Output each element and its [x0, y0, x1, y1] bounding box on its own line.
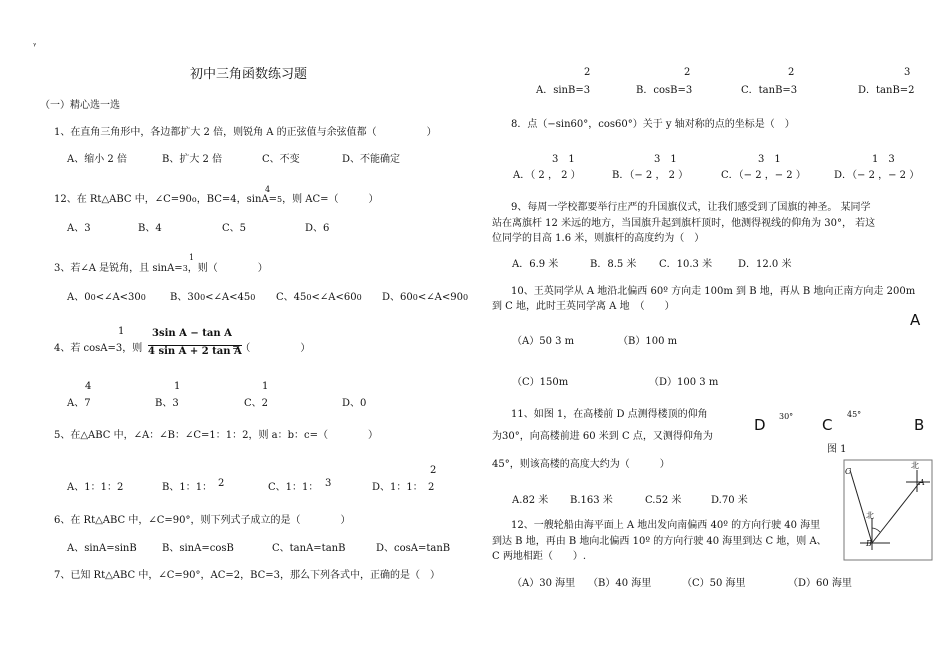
question-12-line-2: 到达 B 地，再由 B 地向北偏西 10º 的方向行驶 40 海里到达 C 地，则 A、 [492, 536, 827, 547]
q12-option-c: C、5 [222, 223, 247, 234]
question-11-line-1: 11、如图 1，在高楼前 D 点测得楼顶的仰角 [511, 409, 708, 420]
question-3: 3、若∠A 是锐角，且 sinA=3，则（ ） [54, 263, 268, 274]
q5-option-d-den: 2 [428, 482, 435, 493]
q3-option-d: D、600<∠A<900 [382, 292, 469, 303]
q7-c-num: 2 [788, 67, 795, 78]
question-9-line-1: 9、每周一学校都要举行庄严的升国旗仪式，让我们感受到了国旗的神圣。 某同学 [511, 202, 871, 213]
q11-option-d: D.70 米 [711, 495, 748, 506]
section-heading: （一）精心选一选 [40, 100, 120, 111]
q5-option-d: D、1：1： [372, 482, 423, 493]
q5-option-b: B、1：1： [162, 482, 213, 493]
q4-expression-denominator: 4 sin A + 2 tan A [148, 346, 242, 357]
q5-d-top: 2 [430, 465, 437, 476]
question-1: 1、在直角三角形中，各边都扩大 2 倍，则锐角 A 的正弦值与余弦值都（ ） [54, 127, 437, 138]
q8-b-nums: 3 1 [654, 154, 677, 165]
fig1-angle-45: 45° [847, 410, 862, 419]
navigation-diagram [842, 458, 934, 562]
q3-fraction-num: 1 [189, 253, 195, 262]
q8-option-d: D．（− 2 ，− 2 ） [834, 170, 920, 181]
q8-option-b: B．（− 2 ， 2 ） [612, 170, 689, 181]
question-11-line-3: 45°，则该高楼的高度大约为（ ） [492, 459, 670, 470]
q3-option-b: B、300<∠A<450 [170, 292, 256, 303]
question-7: 7、已知 Rt△ABC 中，∠C=90°，AC=2，BC=3，那么下列各式中，正确的是（ ） [54, 570, 441, 581]
q4-tail: =（ ） [232, 343, 311, 354]
q6-option-b: B、sinA=cosB [162, 543, 234, 554]
q5-option-a: A、1：1：2 [67, 482, 124, 493]
q3-option-a: A、00<∠A<300 [67, 292, 146, 303]
q8-d-nums: 1 3 [872, 154, 895, 165]
q1-option-c: C、不变 [262, 154, 300, 165]
q12-option-d: D、6 [305, 223, 330, 234]
q9-option-b: B．8.5 米 [590, 259, 637, 270]
q1-option-b: B、扩大 2 倍 [162, 154, 223, 165]
page-mark: ᵞ [33, 41, 37, 50]
fig2-north-a: 北 [911, 461, 919, 470]
q9-option-c: C．10.3 米 [659, 259, 713, 270]
q5-option-b-root: 2 [218, 478, 225, 489]
q7-option-c: C．tanB=3 [741, 85, 798, 96]
q7-b-num: 2 [684, 67, 691, 78]
q10-option-d: （D）100 3 m [649, 377, 719, 388]
fig1-label-c: C [822, 416, 833, 434]
q12-option-a: （A）30 海里 [512, 578, 576, 589]
q4-option-c: C、2 [244, 398, 269, 409]
fig2-label-b: B [866, 539, 872, 548]
question-12: 12、在 Rt△ABC 中，∠C=90o，BC=4，sinA=5，则 AC=（ ） [54, 194, 379, 205]
fig2-label-a: A [919, 478, 925, 487]
q12-option-a: A、3 [67, 223, 91, 234]
question-10-line-2: 到 C 地，此时王英同学离 A 地 （ ） [492, 301, 675, 312]
q3-option-c: C、450<∠A<600 [276, 292, 362, 303]
q7-option-a: A．sinB=3 [536, 85, 591, 96]
page-title: 初中三角函数练习题 [190, 67, 308, 82]
q8-option-c: C．（− 2 ，− 2 ） [721, 170, 806, 181]
q12-fraction-num: 4 [265, 185, 271, 194]
fig1-angle-30: 30° [779, 412, 794, 421]
q5-option-c: C、1：1： [268, 482, 319, 493]
q4-c-num: 1 [262, 381, 269, 392]
q8-c-nums: 3 1 [758, 154, 781, 165]
path-b-to-a [872, 482, 920, 543]
q9-option-d: D．12.0 米 [738, 259, 792, 270]
question-4: 4、若 cosA=3，则 [54, 343, 143, 354]
q5-option-c-root: 3 [325, 478, 332, 489]
q4-a-num: 4 [85, 381, 92, 392]
q9-option-a: A．6.9 米 [512, 259, 559, 270]
q12-option-c: （C）50 海里 [682, 578, 746, 589]
question-5: 5、在△ABC 中，∠A：∠B：∠C=1：1：2，则 a：b：c=（ ） [54, 430, 378, 441]
fig1-label-b: B [914, 416, 925, 434]
fig1-label-d: D [754, 416, 766, 434]
q4-option-b: B、3 [155, 398, 179, 409]
q4-expression-numerator: 3sin A − tan A [152, 328, 232, 339]
question-11-line-2: 为30°，向高楼前进 60 米到 C 点，又测得仰角为 [492, 431, 713, 442]
question-12-line-1: 12、一艘轮船由海平面上 A 地出发向南偏西 40º 的方向行驶 40 海里 [511, 520, 821, 531]
fig1-caption: 图 1 [827, 444, 847, 455]
fig2-north-b: 北 [866, 511, 874, 520]
q11-option-b: B.163 米 [570, 495, 613, 506]
question-12-line-3: C 两地相距（ ）. [492, 551, 587, 562]
q11-option-c: C.52 米 [645, 495, 682, 506]
fig1-label-a: A [910, 311, 921, 329]
q8-a-nums: 3 1 [552, 154, 575, 165]
question-10-line-1: 10、王英同学从 A 地沿北偏西 60º 方向走 100m 到 B 地，再从 B 地向正南方向走 200m [511, 286, 916, 297]
q12-option-d: （D）60 海里 [788, 578, 852, 589]
question-9-line-3: 位同学的目高 1.6 米，则旗杆的高度约为（ ） [492, 233, 705, 244]
q7-a-num: 2 [584, 67, 591, 78]
path-c-to-b [850, 470, 872, 543]
q8-option-a: A．（ 2 ， 2 ） [513, 170, 581, 181]
question-8: 8．点（−sin60°，cos60°）关于 y 轴对称的点的坐标是（ ） [511, 119, 795, 130]
q6-option-a: A、sinA=sinB [67, 543, 137, 554]
q11-option-a: A.82 米 [512, 495, 549, 506]
angle-arc-b [872, 528, 880, 532]
q1-option-a: A、缩小 2 倍 [67, 154, 127, 165]
question-6: 6、在 Rt△ABC 中，∠C=90°，则下列式子成立的是（ ） [54, 515, 351, 526]
diagram-frame [844, 460, 932, 560]
q12-option-b: B、4 [138, 223, 162, 234]
q6-option-c: C、tanA=tanB [272, 543, 346, 554]
q10-option-a: （A）50 3 m [512, 336, 575, 347]
q4-fraction-num: 1 [118, 326, 125, 337]
q6-option-d: D、cosA=tanB [376, 543, 451, 554]
q4-b-num: 1 [174, 381, 181, 392]
q7-option-d: D．tanB=2 [858, 85, 915, 96]
question-9-line-2: 站在离旗杆 12 米远的地方，当国旗升起到旗杆顶时，他测得视线的仰角为 30°， 若这 [492, 218, 876, 229]
q7-d-num: 3 [904, 67, 911, 78]
fig2-label-c: C [845, 467, 852, 476]
q10-option-b: （B）100 m [618, 336, 678, 347]
q10-option-c: （C）150m [512, 377, 569, 388]
q4-option-a: A、7 [67, 398, 91, 409]
q7-option-b: B．cosB=3 [636, 85, 693, 96]
q12-option-b: （B）40 海里 [588, 578, 652, 589]
q1-option-d: D、不能确定 [342, 154, 401, 165]
q4-option-d: D、0 [342, 398, 367, 409]
